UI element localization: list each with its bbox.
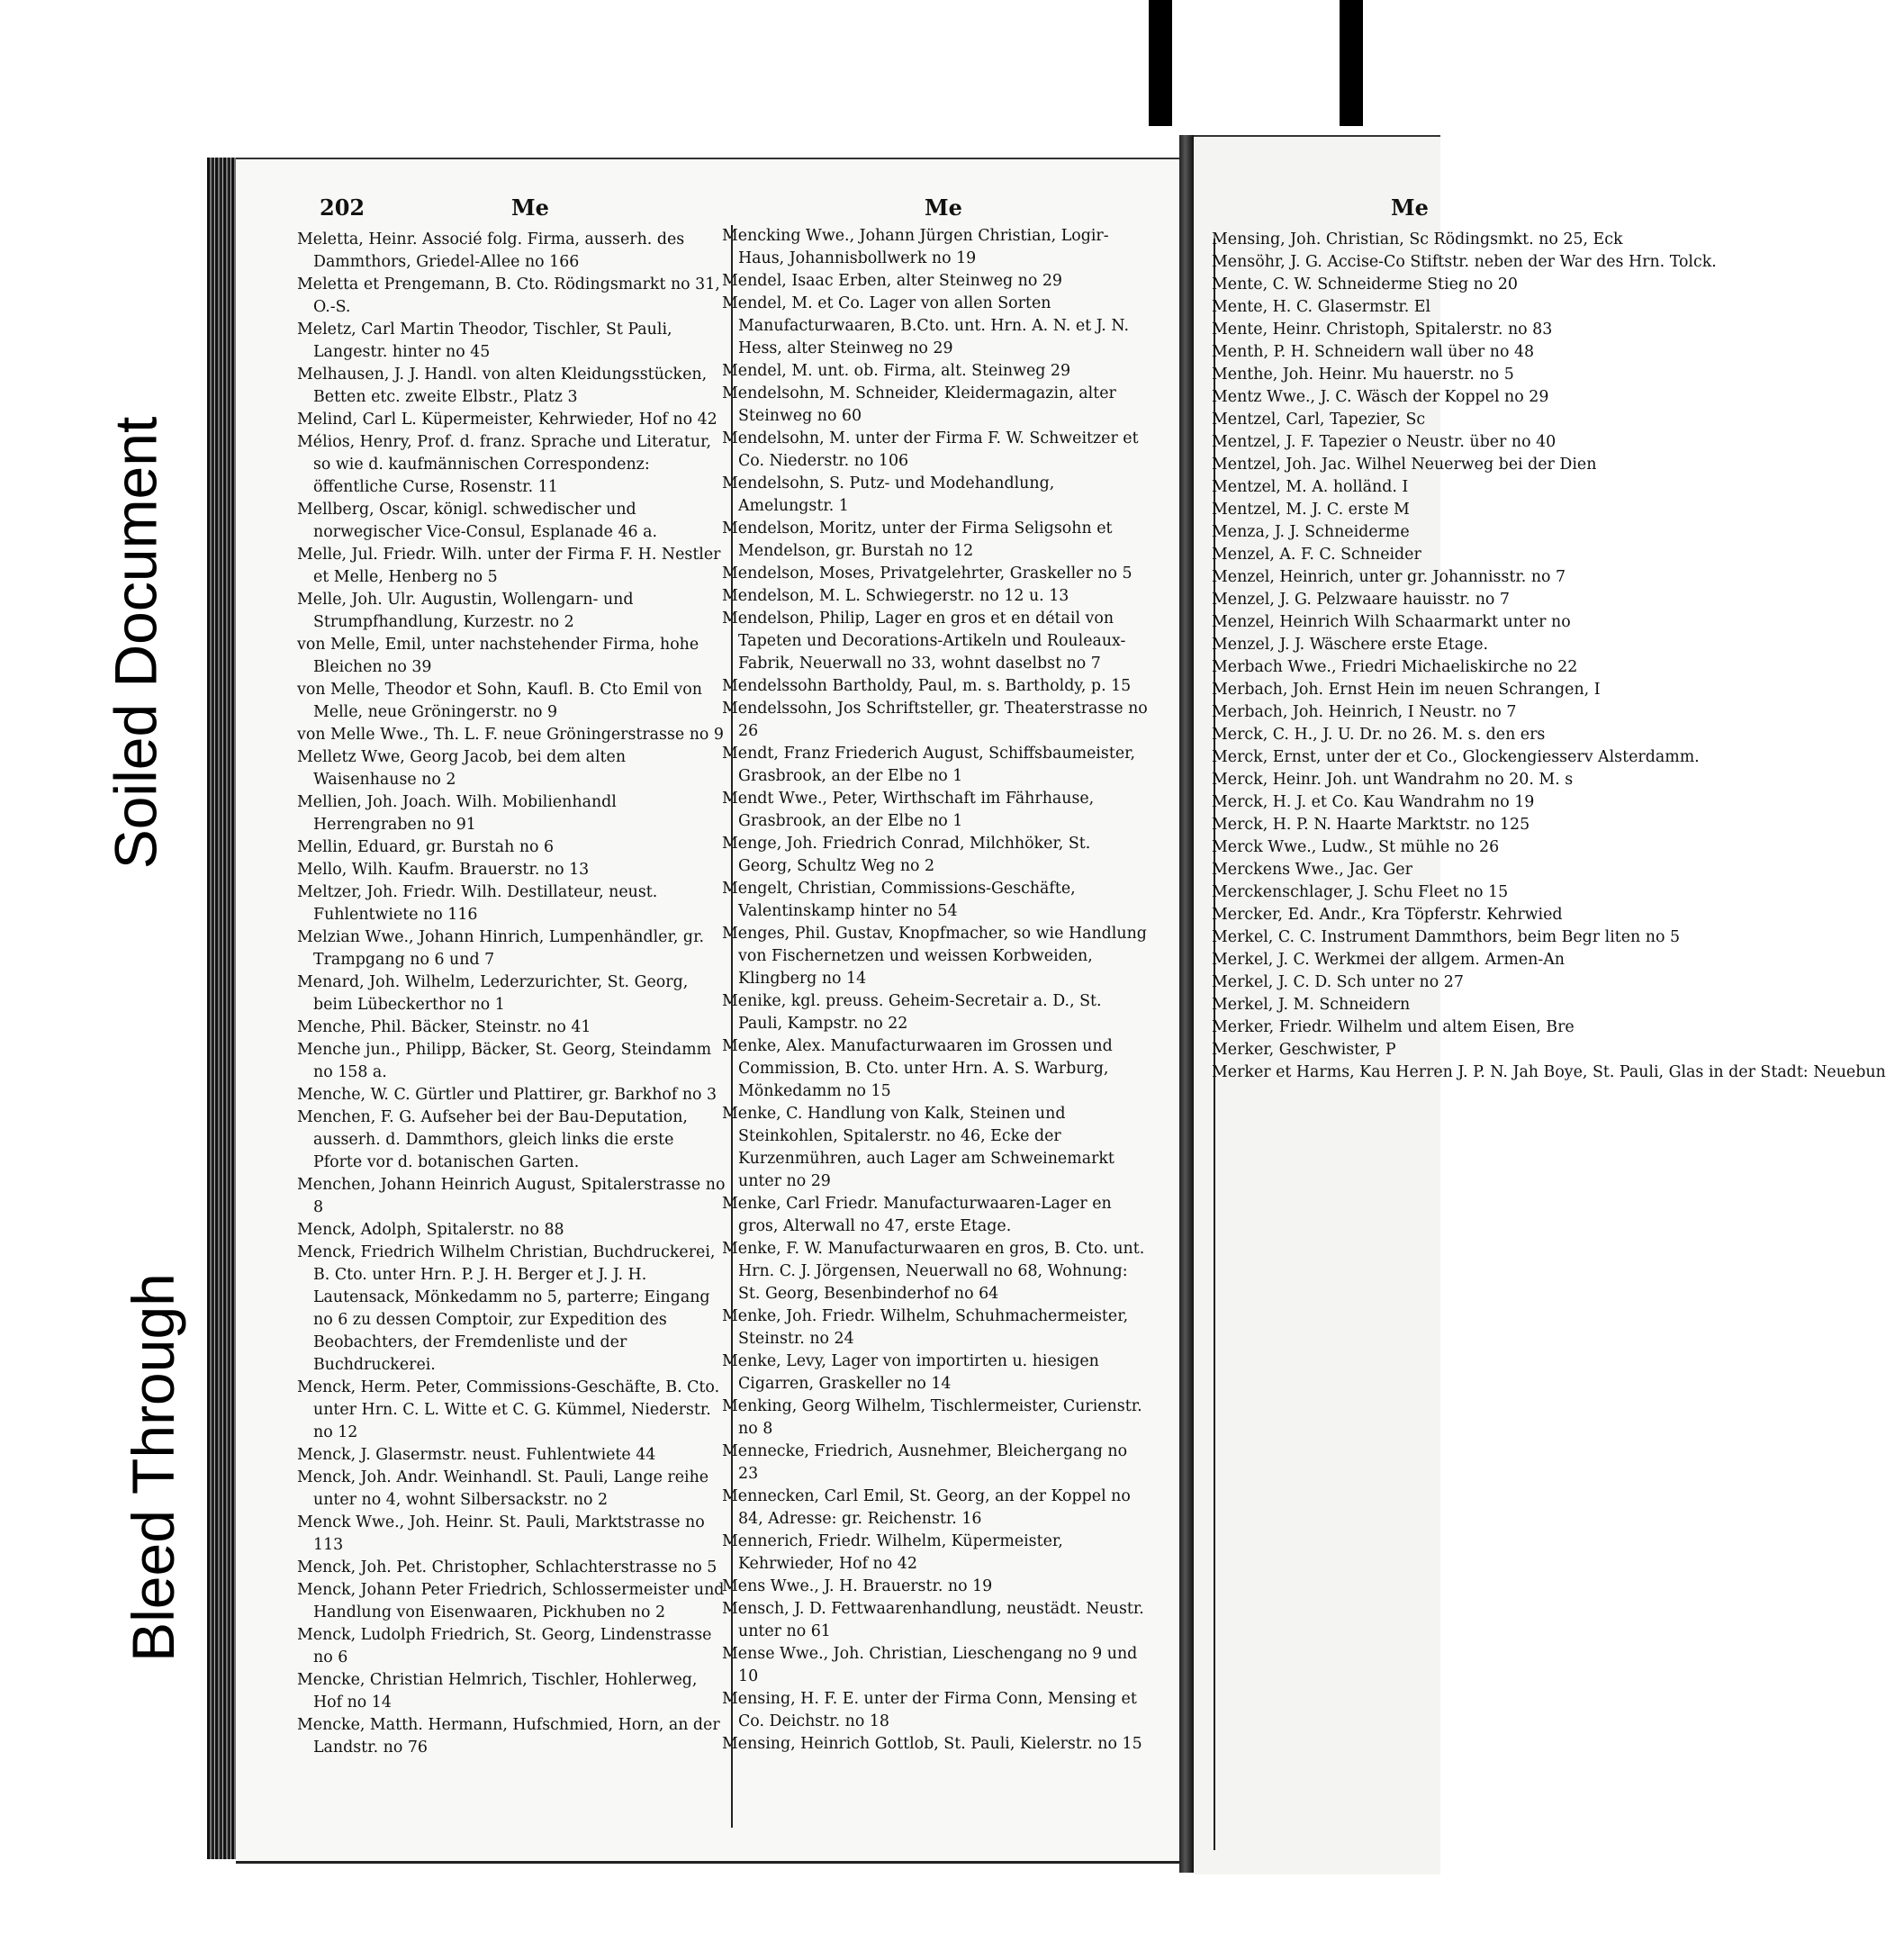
directory-entry: Merker, Geschwister, P	[1212, 1041, 1396, 1059]
directory-entry: Mennecken, Carl Emil, St. Georg, an der Koppel no 84, Adresse: gr. Reichenstr. 16	[722, 1487, 1131, 1528]
directory-entry: Melzian Wwe., Johann Hinrich, Lumpenhändler, gr. Trampgang no 6 und 7	[297, 928, 704, 969]
directory-entry: Meletz, Carl Martin Theodor, Tischler, St Pauli, Langestr. hinter no 45	[297, 321, 672, 361]
directory-entry: Melletz Wwe, Georg Jacob, bei dem alten Waisenhause no 2	[297, 748, 627, 789]
directory-entry: Mendelson, Moritz, unter der Firma Seligsohn et Mendelson, gr. Burstah no 12	[722, 519, 1113, 560]
directory-entry: Menchen, Johann Heinrich August, Spitalerstrasse no 8	[297, 1176, 726, 1216]
bleed-through-label: Bleed Through	[104, 1197, 203, 1738]
page-number: 202	[320, 194, 365, 221]
directory-entry: Mendt Wwe., Peter, Wirthschaft im Fährhause, Grasbrook, an der Elbe no 1	[722, 790, 1095, 830]
directory-entry: Mendelson, Philip, Lager en gros et en détail von Tapeten und Decorations-Artikeln und Rouleaux-Fabrik, Neuerwall no 33, wohnt daselbst no 7	[722, 610, 1126, 673]
directory-entry: Menck, Herm. Peter, Commissions-Geschäfte, B. Cto. unter Hrn. C. L. Witte et C. G. Kümmel, Niederstr. no 12	[297, 1378, 720, 1441]
directory-entry: Mente, Heinr. Christoph, Spitalerstr. no 83	[1212, 321, 1553, 339]
directory-entry: Mellberg, Oscar, königl. schwedischer und norwegischer Vice-Consul, Esplanade 46 a.	[297, 501, 658, 541]
directory-entry: Menge, Joh. Friedrich Conrad, Milchhöker, St. Georg, Schultz Weg no 2	[722, 835, 1091, 875]
directory-entry: Meletta, Heinr. Associé folg. Firma, ausserh. des Dammthors, Griedel-Allee no 166	[297, 230, 685, 271]
directory-entry: Mendt, Franz Friederich August, Schiffsbaumeister, Grasbrook, an der Elbe no 1	[722, 745, 1136, 785]
directory-entry: Menard, Joh. Wilhelm, Lederzurichter, St. Georg, beim Lübeckerthor no 1	[297, 973, 689, 1014]
directory-entry: Merbach, Joh. Ernst Hein im neuen Schrangen, I	[1212, 681, 1601, 699]
directory-entry: Mendelson, Moses, Privatgelehrter, Graskeller no 5	[722, 565, 1133, 583]
directory-entry: Meletta et Prengemann, B. Cto. Rödingsmarkt no 31, O.-S.	[297, 275, 720, 316]
running-head-middle: Me	[925, 194, 962, 221]
directory-entry: Mengelt, Christian, Commissions-Geschäfte, Valentinskamp hinter no 54	[722, 880, 1076, 920]
directory-entry: Melind, Carl L. Küpermeister, Kehrwieder, Hof no 42	[297, 411, 717, 429]
directory-entry: Merker, Friedr. Wilhelm und altem Eisen, Bre	[1212, 1018, 1575, 1036]
directory-entry: Menche jun., Philipp, Bäcker, St. Georg, Steindamm no 158 a.	[297, 1041, 712, 1081]
directory-entry: Mencking Wwe., Johann Jürgen Christian, Logir-Haus, Johannisbollwerk no 19	[722, 227, 1109, 267]
directory-entry: Menke, Levy, Lager von importirten u. hiesigen Cigarren, Graskeller no 14	[722, 1352, 1099, 1393]
directory-entry: Menzel, J. J. Wäschere erste Etage.	[1212, 636, 1489, 654]
directory-entry: Mendel, M. et Co. Lager von allen Sorten Manufacturwaaren, B.Cto. unt. Hrn. A. N. et J. N. Hess, alter Steinweg no 29	[722, 294, 1129, 357]
directory-entry: Mentzel, M. J. C. erste M	[1212, 501, 1410, 519]
directory-entry: Mentz Wwe., J. C. Wäsch der Koppel no 29	[1212, 388, 1549, 406]
directory-entry: Menck Wwe., Joh. Heinr. St. Pauli, Marktstrasse no 113	[297, 1513, 705, 1554]
directory-entry: Melhausen, J. J. Handl. von alten Kleidungsstücken, Betten etc. zweite Elbstr., Platz 3	[297, 366, 708, 406]
directory-entry: Meltzer, Joh. Friedr. Wilh. Destillateur, neust. Fuhlentwiete no 116	[297, 883, 658, 924]
directory-entry: Merkel, J. C. D. Sch unter no 27	[1212, 973, 1464, 991]
directory-column-middle	[722, 225, 1149, 1756]
directory-entry: Merck, H. J. et Co. Kau Wandrahm no 19	[1212, 793, 1535, 811]
directory-entry: Mencke, Christian Helmrich, Tischler, Hohlerweg, Hof no 14	[297, 1671, 698, 1712]
directory-entry: Menck, Joh. Pet. Christopher, Schlachterstrasse no 5	[297, 1558, 717, 1576]
directory-entry: Mendelsohn, S. Putz- und Modehandlung, Amelungstr. 1	[722, 474, 1055, 515]
directory-entry: Menges, Phil. Gustav, Knopfmacher, so wie Handlung von Fischernetzen und weissen Korbweiden, Klingberg no 14	[722, 925, 1147, 988]
directory-entry: Menking, Georg Wilhelm, Tischlermeister, Curienstr. no 8	[722, 1397, 1142, 1438]
directory-entry: Mensch, J. D. Fettwaarenhandlung, neustädt. Neustr. unter no 61	[722, 1600, 1144, 1640]
directory-entry: Merck, Ernst, unter der et Co., Glockengiesserv Alsterdamm.	[1212, 748, 1700, 766]
directory-entry: Merbach Wwe., Friedri Michaeliskirche no 22	[1212, 658, 1578, 676]
directory-entry: Mendelson, M. L. Schwiegerstr. no 12 u. 13	[722, 587, 1069, 605]
directory-entry: Menthe, Joh. Heinr. Mu hauerstr. no 5	[1212, 366, 1514, 384]
directory-entry: Mensöhr, J. G. Accise-Co Stiftstr. neben der War des Hrn. Tolck.	[1212, 253, 1717, 271]
bookmark-ribbon	[1149, 0, 1172, 126]
directory-entry: Mente, H. C. Glasermstr. El	[1212, 298, 1431, 316]
directory-entry: Mencke, Matth. Hermann, Hufschmied, Horn, an der Landstr. no 76	[297, 1716, 720, 1757]
directory-entry: Merckenschlager, J. Schu Fleet no 15	[1212, 883, 1509, 901]
directory-entry: Menck, Friedrich Wilhelm Christian, Buchdruckerei, B. Cto. unter Hrn. P. J. H. Berger et J. J. H. Lautensack, Mönkedamm no 5, parterre; Eingang no 6 zu dessen Comptoir, zur Expedition des Beobachters, der Fremdenliste und der Buchdruckerei.	[297, 1243, 716, 1374]
directory-entry: Mendelsohn, M. unter der Firma F. W. Schweitzer et Co. Niederstr. no 106	[722, 429, 1139, 470]
directory-entry: Mellin, Eduard, gr. Burstah no 6	[297, 838, 555, 856]
directory-entry: von Melle Wwe., Th. L. F. neue Gröningerstrasse no 9	[297, 726, 724, 744]
directory-entry: Menck, Ludolph Friedrich, St. Georg, Lindenstrasse no 6	[297, 1626, 712, 1666]
soiled-document-label: Soiled Document	[72, 375, 198, 911]
directory-entry: Merker et Harms, Kau Herren J. P. N. Jah Boye, St. Pauli, Glas in der Stadt: Neuebun	[1212, 1063, 1886, 1081]
directory-entry: Menche, Phil. Bäcker, Steinstr. no 41	[297, 1018, 591, 1036]
directory-entry: Mennerich, Friedr. Wilhelm, Küpermeister, Kehrwieder, Hof no 42	[722, 1532, 1063, 1573]
directory-entry: Mellien, Joh. Joach. Wilh. Mobilienhandl Herrengraben no 91	[297, 793, 617, 834]
directory-entry: von Melle, Theodor et Sohn, Kaufl. B. Cto Emil von Melle, neue Gröningerstr. no 9	[297, 681, 702, 721]
directory-entry: Merck, C. H., J. U. Dr. no 26. M. s. den ers	[1212, 726, 1546, 744]
directory-entry: Menke, Alex. Manufacturwaaren im Grossen und Commission, B. Cto. unter Hrn. A. S. Warburg, Mönkedamm no 15	[722, 1037, 1113, 1100]
directory-entry: Mense Wwe., Joh. Christian, Lieschengang no 9 und 10	[722, 1645, 1138, 1685]
directory-column-right	[1212, 229, 1886, 1084]
directory-entry: Mendelssohn, Jos Schriftsteller, gr. Theaterstrasse no 26	[722, 700, 1148, 740]
directory-entry: Merck, Heinr. Joh. unt Wandrahm no 20. M. s	[1212, 771, 1574, 789]
directory-entry: Mello, Wilh. Kaufm. Brauerstr. no 13	[297, 861, 590, 879]
directory-entry: Menzel, A. F. C. Schneider	[1212, 546, 1421, 564]
directory-entry: Menke, F. W. Manufacturwaaren en gros, B. Cto. unt. Hrn. C. J. Jörgensen, Neuerwall no 68, Wohnung: St. Georg, Besenbinderhof no 64	[722, 1240, 1145, 1303]
directory-entry: Mens Wwe., J. H. Brauerstr. no 19	[722, 1577, 993, 1595]
directory-entry: Merkel, J. M. Schneidern	[1212, 996, 1411, 1014]
directory-entry: Mentzel, M. A. holländ. I	[1212, 478, 1409, 496]
directory-entry: Menke, Joh. Friedr. Wilhelm, Schuhmachermeister, Steinstr. no 24	[722, 1307, 1129, 1348]
directory-entry: Mélios, Henry, Prof. d. franz. Sprache und Literatur, so wie d. kaufmännischen Correspondenz: öffentliche Curse, Rosenstr. 11	[297, 433, 712, 496]
directory-entry: Menike, kgl. preuss. Geheim-Secretair a. D., St. Pauli, Kampstr. no 22	[722, 992, 1102, 1033]
directory-column-left	[297, 229, 726, 1759]
directory-entry: Mendel, Isaac Erben, alter Steinweg no 29	[722, 272, 1063, 290]
directory-entry: Menzel, J. G. Pelzwaare hauisstr. no 7	[1212, 591, 1510, 609]
directory-entry: Menck, J. Glasermstr. neust. Fuhlentwiete 44	[297, 1446, 656, 1464]
running-head-right: Me	[1391, 194, 1429, 221]
directory-entry: Merkel, C. C. Instrument Dammthors, beim Begr liten no 5	[1212, 928, 1681, 946]
running-head-left: Me	[511, 194, 549, 221]
directory-entry: Mennecke, Friedrich, Ausnehmer, Bleichergang no 23	[722, 1442, 1128, 1483]
directory-entry: Mensing, H. F. E. unter der Firma Conn, Mensing et Co. Deichstr. no 18	[722, 1690, 1137, 1730]
directory-entry: Menzel, Heinrich Wilh Schaarmarkt unter no	[1212, 613, 1571, 631]
directory-entry: Mendel, M. unt. ob. Firma, alt. Steinweg 29	[722, 362, 1071, 380]
directory-entry: Menck, Joh. Andr. Weinhandl. St. Pauli, Lange reihe unter no 4, wohnt Silbersackstr. no 2	[297, 1468, 709, 1509]
directory-entry: von Melle, Emil, unter nachstehender Firma, hohe Bleichen no 39	[297, 636, 699, 676]
directory-entry: Melle, Jul. Friedr. Wilh. unter der Firma F. H. Nestler et Melle, Henberg no 5	[297, 546, 721, 586]
directory-entry: Mentzel, Carl, Tapezier, Sc	[1212, 411, 1426, 429]
book-gutter	[1179, 135, 1194, 1873]
directory-entry: Menchen, F. G. Aufseher bei der Bau-Deputation, ausserh. d. Dammthors, gleich links die erste Pforte vor d. botanischen Garten.	[297, 1108, 688, 1171]
directory-entry: Mensing, Joh. Christian, Sc Rödingsmkt. no 25, Eck	[1212, 230, 1623, 248]
directory-entry: Menche, W. C. Gürtler und Plattirer, gr. Barkhof no 3	[297, 1086, 717, 1104]
directory-entry: Merckens Wwe., Jac. Ger	[1212, 861, 1412, 879]
directory-entry: Mente, C. W. Schneiderme Stieg no 20	[1212, 275, 1518, 294]
bookmark-ribbon	[1340, 0, 1363, 126]
directory-entry: Mendelsohn, M. Schneider, Kleidermagazin, alter Steinweg no 60	[722, 384, 1116, 425]
directory-entry: Menck, Johann Peter Friedrich, Schlossermeister und Handlung von Eisenwaaren, Pickhuben no 2	[297, 1581, 725, 1621]
book-page-edges	[207, 158, 236, 1859]
directory-entry: Mentzel, J. F. Tapezier o Neustr. über no 40	[1212, 433, 1557, 451]
directory-entry: Menke, Carl Friedr. Manufacturwaaren-Lager en gros, Alterwall no 47, erste Etage.	[722, 1195, 1112, 1235]
directory-entry: Merck, H. P. N. Haarte Marktstr. no 125	[1212, 816, 1530, 834]
directory-entry: Mendelssohn Bartholdy, Paul, m. s. Bartholdy, p. 15	[722, 677, 1132, 695]
directory-entry: Menke, C. Handlung von Kalk, Steinen und Steinkohlen, Spitalerstr. no 46, Ecke der Kurzenmühren, auch Lager am Schweinemarkt unter no 29	[722, 1105, 1114, 1190]
directory-entry: Menck, Adolph, Spitalerstr. no 88	[297, 1221, 564, 1239]
directory-entry: Merck Wwe., Ludw., St mühle no 26	[1212, 838, 1500, 856]
directory-entry: Merkel, J. C. Werkmei der allgem. Armen-An	[1212, 951, 1565, 969]
directory-entry: Menzel, Heinrich, unter gr. Johannisstr. no 7	[1212, 568, 1566, 586]
directory-entry: Mentzel, Joh. Jac. Wilhel Neuerweg bei der Dien	[1212, 456, 1597, 474]
directory-entry: Mensing, Heinrich Gottlob, St. Pauli, Kielerstr. no 15	[722, 1735, 1142, 1753]
directory-entry: Menth, P. H. Schneidern wall über no 48	[1212, 343, 1535, 361]
directory-entry: Menza, J. J. Schneiderme	[1212, 523, 1410, 541]
directory-entry: Merbach, Joh. Heinrich, I Neustr. no 7	[1212, 703, 1517, 721]
directory-entry: Melle, Joh. Ulr. Augustin, Wollengarn- und Strumpfhandlung, Kurzestr. no 2	[297, 591, 634, 631]
directory-entry: Mercker, Ed. Andr., Kra Töpferstr. Kehrwied	[1212, 906, 1563, 924]
